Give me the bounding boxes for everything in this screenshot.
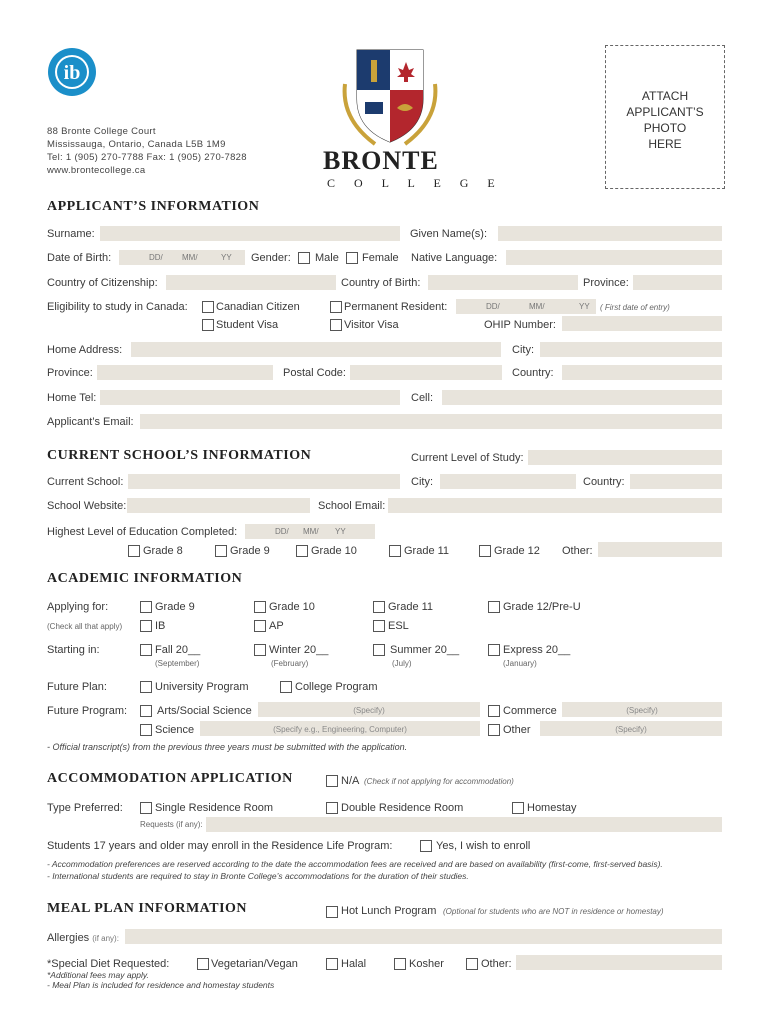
citizenship-field[interactable] [166,275,336,290]
esl-checkbox[interactable] [373,620,385,632]
female-label: Female [362,252,399,264]
college-label: College Program [295,681,378,693]
future-plan-label: Future Plan: [47,681,107,693]
mm-hint: MM/ [303,527,319,536]
school-email-label: School Email: [318,500,386,512]
winter-label: Winter 20__ [269,644,329,656]
school-city-label: City: [411,476,433,488]
email-field[interactable] [140,414,722,429]
university-checkbox[interactable] [140,681,152,693]
science-specify-field[interactable] [200,721,480,736]
yy-hint: YY [221,253,232,262]
homestay-label: Homestay [527,802,577,814]
fees-note: *Additional fees may apply. [47,970,149,980]
city-label: City: [512,344,534,356]
ap-label: AP [269,620,284,632]
other-diet-label: Other: [481,958,512,970]
highest-level-date-field[interactable] [245,524,375,539]
grade-11-label: Grade 11 [404,545,450,557]
birth-country-label: Country of Birth: [341,277,421,289]
vegetarian-label: Vegetarian/Vegan [211,958,298,970]
school-country-field[interactable] [630,474,722,489]
summer-checkbox[interactable] [373,644,385,656]
commerce-specify-field[interactable] [562,702,722,717]
province-label-2: Province: [47,367,93,379]
grade-11-checkbox[interactable] [389,545,401,557]
cell-label: Cell: [411,392,434,404]
grade-12-label: Grade 12 [494,545,540,557]
province-field-2[interactable] [97,365,273,380]
given-name-field[interactable] [498,226,722,241]
grade-10-label: Grade 10 [311,545,357,557]
summer-label: Summer 20__ [390,644,460,656]
ap-checkbox[interactable] [254,620,266,632]
citizenship-label: Country of Citizenship: [47,277,158,289]
dd-hint: DD/ [486,302,500,311]
city-field[interactable] [540,342,722,357]
arts-checkbox[interactable] [140,705,152,717]
postal-code-field[interactable] [350,365,502,380]
grade-8-checkbox[interactable] [128,545,140,557]
grade-10-checkbox[interactable] [296,545,308,557]
specify-hint: (Specify) [615,725,647,734]
science-label: Science [155,724,195,736]
meal-plan-note: - Meal Plan is included for residence and homestay students [47,980,275,990]
allergies-label [47,932,119,944]
mm-hint: MM/ [529,302,545,311]
photo-line: APPLICANT’S [626,105,704,119]
dd-hint: DD/ [149,253,163,262]
specify-eg-hint: (Specify e.g., Engineering, Computer) [273,725,407,734]
future-program-label: Future Program: [47,705,128,717]
mm-hint: MM/ [182,253,198,262]
male-label: Male [315,252,339,264]
cell-field[interactable] [442,390,722,405]
grade-12-checkbox[interactable] [479,545,491,557]
other-program-label: Other [503,724,531,736]
current-school-field[interactable] [128,474,400,489]
canadian-citizen-label: Canadian Citizen [216,301,300,313]
halal-label: Halal [341,958,367,970]
na-label: N/A [341,775,360,787]
allergies-if-any: (if any): [92,934,119,943]
accommodation-note-2: - International students are required to stay in Bronte College’s accommodations for the duration of their studies. [47,871,469,881]
surname-label: Surname: [47,228,95,240]
photo-line: HERE [648,137,682,151]
enroll-label: Yes, I wish to enroll [436,840,531,852]
eligibility-label: Eligibility to study in Canada: [47,301,188,313]
home-tel-field[interactable] [100,390,400,405]
express-checkbox[interactable] [488,644,500,656]
allergies-field[interactable] [125,929,722,944]
college-checkbox[interactable] [280,681,292,693]
gender-label: Gender: [251,252,291,264]
ib-label: IB [155,620,166,632]
express-month: (January) [503,659,537,668]
school-website-field[interactable] [127,498,310,513]
single-room-checkbox[interactable] [140,802,152,814]
grade-8-label: Grade 8 [143,545,183,557]
students-17-label: Students 17 years and older may enroll in the Residence Life Program: [47,840,393,852]
home-tel-label: Home Tel: [47,392,97,404]
other-program-checkbox[interactable] [488,724,500,736]
starting-in-label: Starting in: [47,644,100,656]
ohip-label: OHIP Number: [484,319,556,331]
surname-field[interactable] [100,226,400,241]
visitor-visa-checkbox[interactable] [330,319,342,331]
apply-grade-10-checkbox[interactable] [254,601,266,613]
section-title-applicant: APPLICANT’S INFORMATION [47,199,260,214]
current-level-field[interactable] [528,450,722,465]
first-entry-note: ( First date of entry) [600,303,670,312]
single-room-label: Single Residence Room [155,802,274,814]
native-language-label: Native Language: [411,252,498,264]
section-title-academic: ACADEMIC INFORMATION [47,571,243,586]
given-name-label: Given Name(s): [410,228,488,240]
other-diet-field[interactable] [516,955,722,970]
apply-grade-12-label: Grade 12/Pre-U [503,601,581,613]
summer-month: (July) [392,659,412,668]
province-label: Province: [583,277,629,289]
hot-lunch-note: (Optional for students who are NOT in residence or homestay) [443,907,664,916]
apply-grade-12-checkbox[interactable] [488,601,500,613]
postal-code-label: Postal Code: [283,367,346,379]
other-program-field[interactable] [540,721,722,736]
svg-text:ib: ib [63,62,81,84]
arts-specify-field[interactable] [258,702,480,717]
enroll-checkbox[interactable] [420,840,432,852]
apply-grade-10-label: Grade 10 [269,601,315,613]
address-line-1: 88 Bronte College Court [47,126,156,137]
apply-grade-11-checkbox[interactable] [373,601,385,613]
other-diet-checkbox[interactable] [466,958,478,970]
specify-hint: (Specify) [353,706,385,715]
accommodation-note-1: - Accommodation preferences are reserved according to the date the accommodation fees are received and are based on availability (first-come, first-served basis). [47,859,663,869]
permanent-resident-label: Permanent Resident: [344,301,448,313]
other-level-label: Other: [562,545,593,557]
fall-checkbox[interactable] [140,644,152,656]
permanent-resident-checkbox[interactable] [330,301,342,313]
applying-for-label: Applying for: [47,601,109,613]
email-label: Applicant’s Email: [47,416,134,428]
kosher-label: Kosher [409,958,444,970]
bronte-crest-logo [335,44,445,150]
dd-hint: DD/ [275,527,289,536]
country-label: Country: [512,367,554,379]
ib-logo [44,46,100,98]
photo-line: ATTACH [641,89,689,103]
dob-field[interactable] [119,250,245,265]
fall-label: Fall 20__ [155,644,201,656]
na-note: (Check if not applying for accommodation) [364,777,514,786]
grade-9-checkbox[interactable] [215,545,227,557]
school-website-label: School Website: [47,500,127,512]
requests-label: Requests (if any): [140,820,203,829]
science-checkbox[interactable] [140,724,152,736]
requests-field[interactable] [206,817,722,832]
photo-box[interactable] [605,45,725,189]
yy-hint: YY [335,527,346,536]
check-all-note: (Check all that apply) [47,622,123,631]
section-title-meal: MEAL PLAN INFORMATION [47,901,248,916]
home-address-label: Home Address: [47,344,123,356]
province-field[interactable] [633,275,722,290]
native-language-field[interactable] [506,250,722,265]
logo-sub: C O L L E G E [327,176,503,190]
winter-month: (February) [271,659,309,668]
highest-level-label: Highest Level of Education Completed: [47,526,238,538]
apply-grade-11-label: Grade 11 [388,601,434,613]
school-email-field[interactable] [388,498,722,513]
commerce-label: Commerce [503,705,557,717]
dob-label: Date of Birth: [47,252,112,264]
current-school-label: Current School: [47,476,124,488]
first-entry-field[interactable] [456,299,596,314]
website: www.brontecollege.ca [47,165,146,176]
winter-checkbox[interactable] [254,644,266,656]
apply-grade-9-label: Grade 9 [155,601,195,613]
express-label: Express 20__ [503,644,571,656]
specify-hint: (Specify) [626,706,658,715]
hot-lunch-checkbox[interactable] [326,906,338,918]
university-label: University Program [155,681,249,693]
canadian-citizen-checkbox[interactable] [202,301,214,313]
commerce-checkbox[interactable] [488,705,500,717]
special-diet-label: *Special Diet Requested: [47,958,170,970]
section-title-school: CURRENT SCHOOL’S INFORMATION [47,448,312,463]
fall-month: (September) [155,659,200,668]
male-checkbox[interactable] [298,252,310,264]
student-visa-checkbox[interactable] [202,319,214,331]
school-country-label: Country: [583,476,625,488]
grade-9-label: Grade 9 [230,545,270,557]
double-room-checkbox[interactable] [326,802,338,814]
other-level-field[interactable] [598,542,722,557]
homestay-checkbox[interactable] [512,802,524,814]
home-address-field[interactable] [131,342,501,357]
visitor-visa-label: Visitor Visa [344,319,399,331]
na-checkbox[interactable] [326,775,338,787]
country-field[interactable] [562,365,722,380]
ohip-field[interactable] [562,316,722,331]
current-level-label: Current Level of Study: [411,452,524,464]
student-visa-label: Student Visa [216,319,279,331]
apply-grade-9-checkbox[interactable] [140,601,152,613]
allergies-text: Allergies [47,932,90,944]
yy-hint: YY [579,302,590,311]
kosher-checkbox[interactable] [394,958,406,970]
esl-label: ESL [388,620,409,632]
double-room-label: Double Residence Room [341,802,464,814]
birth-country-field[interactable] [428,275,578,290]
logo-name: BRONTE [323,146,439,175]
arts-label: Arts/Social Science [157,705,252,717]
female-checkbox[interactable] [346,252,358,264]
ib-checkbox[interactable] [140,620,152,632]
address-line-2: Mississauga, Ontario, Canada L5B 1M9 [47,139,226,150]
halal-checkbox[interactable] [326,958,338,970]
school-city-field[interactable] [440,474,576,489]
transcript-note: - Official transcript(s) from the previous three years must be submitted with the application. [47,742,408,752]
section-title-accommodation: ACCOMMODATION APPLICATION [47,771,293,786]
phone-fax: Tel: 1 (905) 270-7788 Fax: 1 (905) 270-7828 [47,152,247,163]
hot-lunch-label: Hot Lunch Program [341,905,437,917]
vegetarian-checkbox[interactable] [197,958,209,970]
photo-line: PHOTO [643,121,687,135]
type-preferred-label: Type Preferred: [47,802,123,814]
